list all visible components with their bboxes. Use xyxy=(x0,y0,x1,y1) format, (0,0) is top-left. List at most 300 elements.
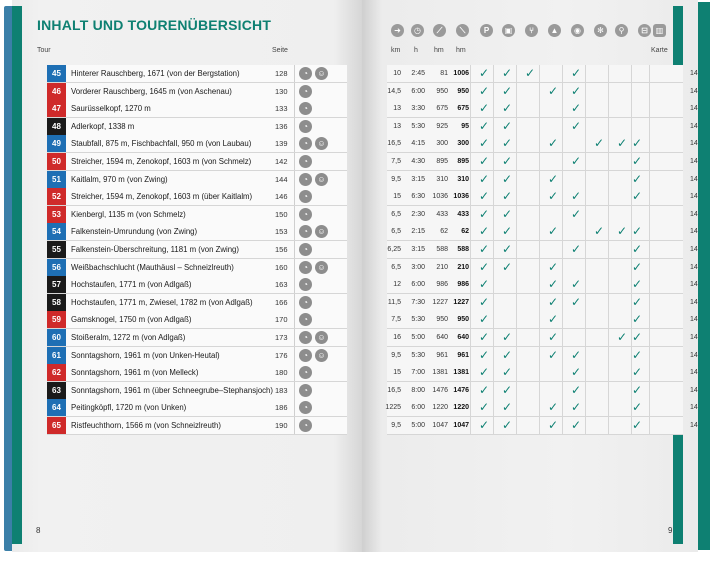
column-rule xyxy=(649,135,650,152)
distance-km: 13 xyxy=(393,122,401,130)
row-right-cell xyxy=(387,65,698,83)
column-rule xyxy=(516,399,517,416)
difficulty-icon: ◔ xyxy=(299,102,312,115)
tour-number-badge: 58 xyxy=(47,294,66,311)
column-rule xyxy=(516,347,517,364)
check-icon: ✓ xyxy=(502,118,513,133)
check-icon: ✓ xyxy=(594,136,605,151)
check-icon: ✓ xyxy=(571,347,582,362)
check-icon: ✓ xyxy=(632,330,643,344)
ascent-hm: 1047 xyxy=(432,422,448,429)
row-right-cell xyxy=(387,259,698,277)
row-right-cell xyxy=(387,206,698,224)
descent-hm: 675 xyxy=(457,105,469,113)
table-row xyxy=(47,223,698,241)
row-right-cell xyxy=(387,329,698,347)
distance-km: 15 xyxy=(393,193,401,201)
tour-page: 142 xyxy=(275,157,288,166)
table-row xyxy=(47,294,698,312)
column-rule xyxy=(516,294,517,311)
column-rule xyxy=(516,417,517,434)
check-icon: ✓ xyxy=(479,66,490,80)
column-rule xyxy=(631,206,632,223)
check-icon: ✓ xyxy=(479,171,490,186)
ascent-hm: 986 xyxy=(436,281,448,289)
check-icon: ✓ xyxy=(548,400,559,415)
check-icon: ✓ xyxy=(548,83,559,98)
map-number: 14 xyxy=(690,404,698,412)
column-rule xyxy=(585,135,586,152)
map-number: 14 xyxy=(690,316,698,324)
column-rule xyxy=(493,259,494,276)
check-icon: ✓ xyxy=(479,418,490,432)
row-left-cell xyxy=(47,399,347,417)
column-rule xyxy=(649,311,650,328)
table-row xyxy=(47,382,698,400)
column-rule xyxy=(585,188,586,205)
book-edge-right xyxy=(696,2,710,550)
table-row xyxy=(47,259,698,277)
check-icon: ✓ xyxy=(571,294,582,309)
tour-name: Kienbergl, 1135 m (von Schmelz) xyxy=(71,209,186,219)
ascent-hm: 675 xyxy=(436,105,448,113)
tour-name: Stoißeralm, 1272 m (von Adlgaß) xyxy=(71,333,186,342)
column-rule xyxy=(539,364,540,381)
column-rule xyxy=(539,382,540,399)
column-rule xyxy=(470,311,471,328)
check-icon: ✓ xyxy=(548,277,559,292)
column-rule xyxy=(516,259,517,276)
column-rule xyxy=(608,364,609,381)
column-rule xyxy=(631,83,632,100)
check-icon: ✓ xyxy=(502,206,513,221)
distance-km: 13 xyxy=(393,105,401,113)
duration-h: 5:30 xyxy=(411,122,425,130)
column-rule xyxy=(562,206,563,223)
column-rule xyxy=(585,329,586,346)
column-rule xyxy=(649,171,650,188)
row-left-cell xyxy=(47,100,347,118)
family-icon: ☺ xyxy=(315,137,328,150)
column-rule xyxy=(493,364,494,381)
column-rule xyxy=(562,276,563,293)
table-row xyxy=(47,329,698,347)
check-icon: ✓ xyxy=(571,83,582,98)
tour-page: 176 xyxy=(275,350,288,360)
column-rule xyxy=(585,241,586,258)
table-row xyxy=(47,206,698,224)
ascent-hm: 961 xyxy=(436,351,448,359)
check-icon: ✓ xyxy=(632,242,643,256)
row-left-cell xyxy=(47,259,347,277)
family-icon: ☺ xyxy=(315,67,328,80)
column-rule xyxy=(649,382,650,399)
check-icon: ✓ xyxy=(502,330,513,344)
column-rule xyxy=(649,65,650,82)
descent-hm: 310 xyxy=(457,175,469,183)
column-rule xyxy=(608,100,609,117)
check-icon: ✓ xyxy=(502,259,513,274)
check-icon: ✓ xyxy=(571,400,582,415)
tour-number-badge: 47 xyxy=(47,100,66,117)
check-icon: ✓ xyxy=(479,294,490,309)
map-number: 14 xyxy=(690,122,698,130)
column-rule xyxy=(562,311,563,328)
column-rule xyxy=(562,347,563,364)
family-icon: ☺ xyxy=(315,225,328,238)
table-row xyxy=(47,399,698,417)
check-icon: ✓ xyxy=(632,277,643,292)
difficulty-icon: ◔ xyxy=(299,366,312,379)
check-icon: ✓ xyxy=(502,242,513,256)
row-left-cell xyxy=(47,135,347,153)
table-row xyxy=(47,188,698,206)
check-icon: ✓ xyxy=(479,277,490,292)
page-number-right: 9 xyxy=(668,526,673,535)
signpost-icon: ➜ xyxy=(391,24,404,37)
column-rule xyxy=(493,311,494,328)
distance-km: 1225 xyxy=(385,404,401,412)
tour-name: Adlerkopf, 1338 m xyxy=(71,121,135,131)
ascent-hm: 588 xyxy=(436,246,448,253)
difficulty-icon: ◔ xyxy=(299,331,312,344)
check-icon: ✓ xyxy=(571,66,582,80)
duration-h: 5:30 xyxy=(411,351,425,359)
column-rule xyxy=(470,276,471,293)
row-left-cell xyxy=(47,347,347,365)
column-rule xyxy=(493,153,494,170)
duration-h: 6:00 xyxy=(411,404,425,412)
descent-hm: 95 xyxy=(461,122,469,130)
table-row xyxy=(47,83,698,101)
column-rule xyxy=(585,382,586,399)
difficulty-icon: ◔ xyxy=(299,296,312,309)
check-icon: ✓ xyxy=(548,347,559,362)
difficulty-icon: ◔ xyxy=(299,67,312,80)
column-rule xyxy=(649,241,650,258)
tour-number-badge: 63 xyxy=(47,382,66,399)
descent-hm: 986 xyxy=(457,281,469,289)
divider xyxy=(294,347,295,364)
difficulty-icon: ◔ xyxy=(299,384,312,397)
tour-page: 190 xyxy=(275,421,288,430)
tour-page: 139 xyxy=(275,139,288,149)
divider xyxy=(294,399,295,416)
column-rule xyxy=(562,188,563,205)
column-rule xyxy=(516,65,517,82)
ascent-hm: 433 xyxy=(436,210,448,218)
row-left-cell xyxy=(47,83,347,101)
column-rule xyxy=(470,417,471,434)
column-rule xyxy=(608,259,609,276)
column-rule xyxy=(470,399,471,416)
divider xyxy=(294,294,295,311)
tour-number-badge: 60 xyxy=(47,329,66,346)
hut-icon: ▲ xyxy=(548,24,561,37)
difficulty-icon: ◔ xyxy=(299,349,312,362)
family-icon: ☺ xyxy=(315,349,328,362)
check-icon: ✓ xyxy=(571,101,582,116)
difficulty-icon: ◔ xyxy=(299,261,312,274)
column-rule xyxy=(562,399,563,416)
row-left-cell xyxy=(47,329,347,347)
difficulty-icon: ◔ xyxy=(299,208,312,221)
column-rule xyxy=(631,65,632,82)
duration-h: 6:00 xyxy=(411,281,425,289)
row-right-cell xyxy=(387,364,698,382)
check-icon: ✓ xyxy=(502,365,513,380)
duration-h: 4:15 xyxy=(411,140,425,148)
check-icon: ✓ xyxy=(617,136,628,151)
check-icon: ✓ xyxy=(502,66,513,80)
check-icon: ✓ xyxy=(479,365,490,380)
row-right-cell xyxy=(387,347,698,365)
descent-hm: 961 xyxy=(457,351,469,359)
row-right-cell xyxy=(387,118,698,136)
column-rule xyxy=(493,347,494,364)
descent-hm: 895 xyxy=(457,158,469,165)
divider xyxy=(294,135,295,152)
difficulty-icon: ◔ xyxy=(299,243,312,256)
column-rule xyxy=(649,223,650,240)
map-number: 14 xyxy=(690,386,698,394)
page-title: INHALT UND TOURENÜBERSICHT xyxy=(37,17,272,33)
tour-page: 170 xyxy=(275,315,288,325)
check-icon: ✓ xyxy=(525,66,536,80)
check-icon: ✓ xyxy=(632,154,643,168)
row-right-cell xyxy=(387,311,698,329)
check-icon: ✓ xyxy=(632,136,643,151)
column-rule xyxy=(516,329,517,346)
column-rule xyxy=(608,153,609,170)
distance-km: 14,5 xyxy=(387,87,401,95)
column-rule xyxy=(649,206,650,223)
tour-name: Peitingköpfl, 1720 m (von Unken) xyxy=(71,403,187,413)
tour-name: Streicher, 1594 m, Zenokopf, 1603 m (von Schmelz) xyxy=(71,157,252,166)
distance-km: 6,25 xyxy=(387,246,401,253)
map-number: 14 xyxy=(690,175,698,183)
column-rule xyxy=(585,206,586,223)
check-icon: ✓ xyxy=(632,347,643,362)
distance-km: 15 xyxy=(393,369,401,377)
camera-icon: ◉ xyxy=(571,24,584,37)
row-right-cell xyxy=(387,83,698,101)
check-icon: ✓ xyxy=(548,189,559,204)
map-number: 14 xyxy=(690,193,698,201)
check-icon: ✓ xyxy=(548,294,559,309)
descent-hm: 1381 xyxy=(453,369,469,377)
column-rule xyxy=(539,241,540,258)
column-rule xyxy=(649,83,650,100)
check-icon: ✓ xyxy=(479,154,490,168)
column-rule xyxy=(470,223,471,240)
tour-page: 180 xyxy=(275,368,288,378)
check-icon: ✓ xyxy=(571,242,582,256)
column-rule xyxy=(470,329,471,346)
difficulty-icon: ◔ xyxy=(299,173,312,186)
column-rule xyxy=(516,364,517,381)
map-number: 14 xyxy=(690,422,698,429)
tour-number-badge: 45 xyxy=(47,65,66,82)
column-rule xyxy=(539,83,540,100)
column-rule xyxy=(470,294,471,311)
tour-page: 166 xyxy=(275,297,288,307)
column-rule xyxy=(631,100,632,117)
column-rule xyxy=(539,399,540,416)
column-rule xyxy=(516,223,517,240)
tour-name: Vorderer Rauschberg, 1645 m (von Aschenau) xyxy=(71,86,232,96)
duration-h: 2:45 xyxy=(411,70,425,77)
difficulty-icon: ◔ xyxy=(299,137,312,150)
row-right-cell xyxy=(387,135,698,153)
row-left-cell xyxy=(47,153,347,171)
tour-number-badge: 62 xyxy=(47,364,66,381)
duration-h: 4:30 xyxy=(411,158,425,165)
column-rule xyxy=(516,83,517,100)
map-number: 14 xyxy=(690,228,698,236)
column-rule xyxy=(470,100,471,117)
difficulty-icon: ◔ xyxy=(299,120,312,133)
column-rule xyxy=(539,100,540,117)
column-rule xyxy=(516,206,517,223)
distance-km: 12 xyxy=(393,281,401,289)
column-rule xyxy=(608,223,609,240)
column-rule xyxy=(516,276,517,293)
check-icon: ✓ xyxy=(479,83,490,98)
table-row xyxy=(47,118,698,136)
column-rule xyxy=(585,364,586,381)
map-number: 14 xyxy=(690,210,698,218)
column-rule xyxy=(562,65,563,82)
column-rule xyxy=(470,83,471,100)
column-rule xyxy=(493,399,494,416)
distance-km: 9,5 xyxy=(391,422,401,429)
tour-number-badge: 53 xyxy=(47,206,66,223)
snowflake-icon: ✻ xyxy=(594,24,607,37)
check-icon: ✓ xyxy=(479,206,490,221)
clock-icon: ◷ xyxy=(411,24,424,37)
ascent-hm: 895 xyxy=(436,158,448,165)
tour-number-badge: 48 xyxy=(47,118,66,135)
row-right-cell xyxy=(387,223,698,241)
ascent-hm: 640 xyxy=(436,334,448,341)
check-icon: ✓ xyxy=(502,189,513,204)
tour-number-badge: 65 xyxy=(47,417,66,434)
column-rule xyxy=(493,206,494,223)
bike-icon: ⚲ xyxy=(615,24,628,37)
difficulty-icon: ◔ xyxy=(299,190,312,203)
map-number: 14 xyxy=(690,140,698,148)
descent-hm: 1006 xyxy=(453,70,469,77)
check-icon: ✓ xyxy=(479,312,490,327)
header-h: h xyxy=(414,47,418,54)
divider xyxy=(294,118,295,135)
column-rule xyxy=(539,153,540,170)
column-rule xyxy=(608,65,609,82)
column-rule xyxy=(470,188,471,205)
column-rule xyxy=(585,259,586,276)
descent-hm: 62 xyxy=(461,228,469,236)
tour-page: 144 xyxy=(275,174,288,184)
check-icon: ✓ xyxy=(632,418,643,432)
check-icon: ✓ xyxy=(502,136,513,151)
column-rule xyxy=(562,223,563,240)
difficulty-icon: ◔ xyxy=(299,401,312,414)
tour-page: 133 xyxy=(275,104,288,114)
descent-hm: 300 xyxy=(457,140,469,148)
tour-name: Falkenstein-Umrundung (von Zwing) xyxy=(71,227,198,237)
map-number: 14 xyxy=(690,281,698,289)
header-km: km xyxy=(391,47,401,54)
ascent-hm: 300 xyxy=(436,140,448,148)
tour-page: 156 xyxy=(275,245,288,254)
column-rule xyxy=(608,135,609,152)
column-rule xyxy=(539,276,540,293)
check-icon: ✓ xyxy=(548,259,559,274)
duration-h: 5:00 xyxy=(411,422,425,429)
header-hm-down: hm xyxy=(456,47,466,54)
column-rule xyxy=(470,364,471,381)
column-rule xyxy=(608,417,609,434)
divider xyxy=(294,153,295,170)
table-row xyxy=(47,276,698,294)
column-rule xyxy=(470,153,471,170)
tour-name: Gamsknogel, 1750 m (von Adlgaß) xyxy=(71,315,192,325)
column-rule xyxy=(562,364,563,381)
row-right-cell xyxy=(387,382,698,400)
map-number: 14 xyxy=(690,158,698,165)
duration-h: 3:00 xyxy=(411,263,425,271)
map-number: 14 xyxy=(690,351,698,359)
check-icon: ✓ xyxy=(479,330,490,344)
column-rule xyxy=(585,153,586,170)
distance-km: 11,5 xyxy=(387,298,401,306)
column-rule xyxy=(585,399,586,416)
column-rule xyxy=(539,259,540,276)
row-left-cell xyxy=(47,65,347,83)
descent-hm: 1220 xyxy=(453,404,469,412)
distance-km: 9,5 xyxy=(391,175,401,183)
column-rule xyxy=(649,364,650,381)
check-icon: ✓ xyxy=(479,400,490,415)
tour-name: Sonntagshorn, 1961 m (über Schneegrube–Stephansjoch) xyxy=(71,385,273,395)
row-left-cell xyxy=(47,171,347,189)
map-number: 14 xyxy=(690,369,698,377)
column-rule xyxy=(585,311,586,328)
map-number: 14 xyxy=(690,105,698,113)
check-icon: ✓ xyxy=(571,154,582,168)
cablecar-icon: ⊟ xyxy=(638,24,651,37)
column-rule xyxy=(493,276,494,293)
tour-number-badge: 50 xyxy=(47,153,66,170)
difficulty-icon: ◔ xyxy=(299,155,312,168)
difficulty-icon: ◔ xyxy=(299,85,312,98)
check-icon: ✓ xyxy=(571,382,582,397)
row-right-cell xyxy=(387,241,698,259)
column-rule xyxy=(562,382,563,399)
column-rule xyxy=(470,65,471,82)
column-rule xyxy=(585,347,586,364)
row-left-cell xyxy=(47,311,347,329)
divider xyxy=(294,417,295,434)
tour-number-badge: 57 xyxy=(47,276,66,293)
row-left-cell xyxy=(47,417,347,435)
column-rule xyxy=(649,100,650,117)
ascent-hm: 1476 xyxy=(432,386,448,394)
ascent-hm: 1227 xyxy=(432,298,448,306)
column-rule xyxy=(470,118,471,135)
column-rule xyxy=(539,65,540,82)
